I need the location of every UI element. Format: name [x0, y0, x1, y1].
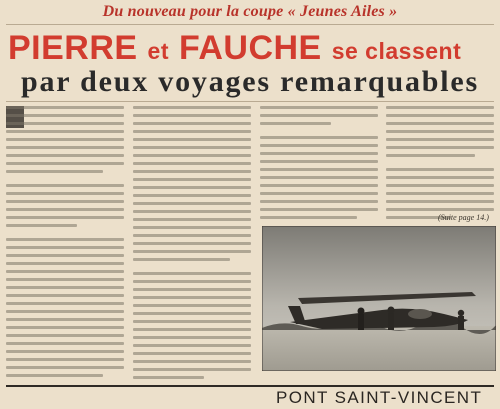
article-column-3	[260, 106, 378, 224]
footer-rule	[6, 385, 494, 387]
headline-se-classent: se classent	[331, 38, 462, 64]
headline-rule	[6, 101, 494, 102]
glider-on-airfield-photo	[262, 226, 496, 371]
article-column-4	[386, 106, 494, 224]
continuation-note: (Suite page 14.)	[438, 213, 489, 222]
article-column-2	[133, 106, 251, 384]
headline-line-2: par deux voyages remarquables	[20, 65, 480, 98]
headline-et: et	[147, 38, 169, 64]
headline-fauche: FAUCHE	[178, 29, 322, 67]
next-article-title: PONT SAINT-VINCENT	[276, 388, 483, 407]
article-column-1	[6, 106, 124, 382]
kicker-line: Du nouveau pour la coupe « Jeunes Ailes »	[102, 3, 398, 20]
top-rule	[6, 24, 494, 25]
headline-pierre: PIERRE	[8, 29, 138, 67]
